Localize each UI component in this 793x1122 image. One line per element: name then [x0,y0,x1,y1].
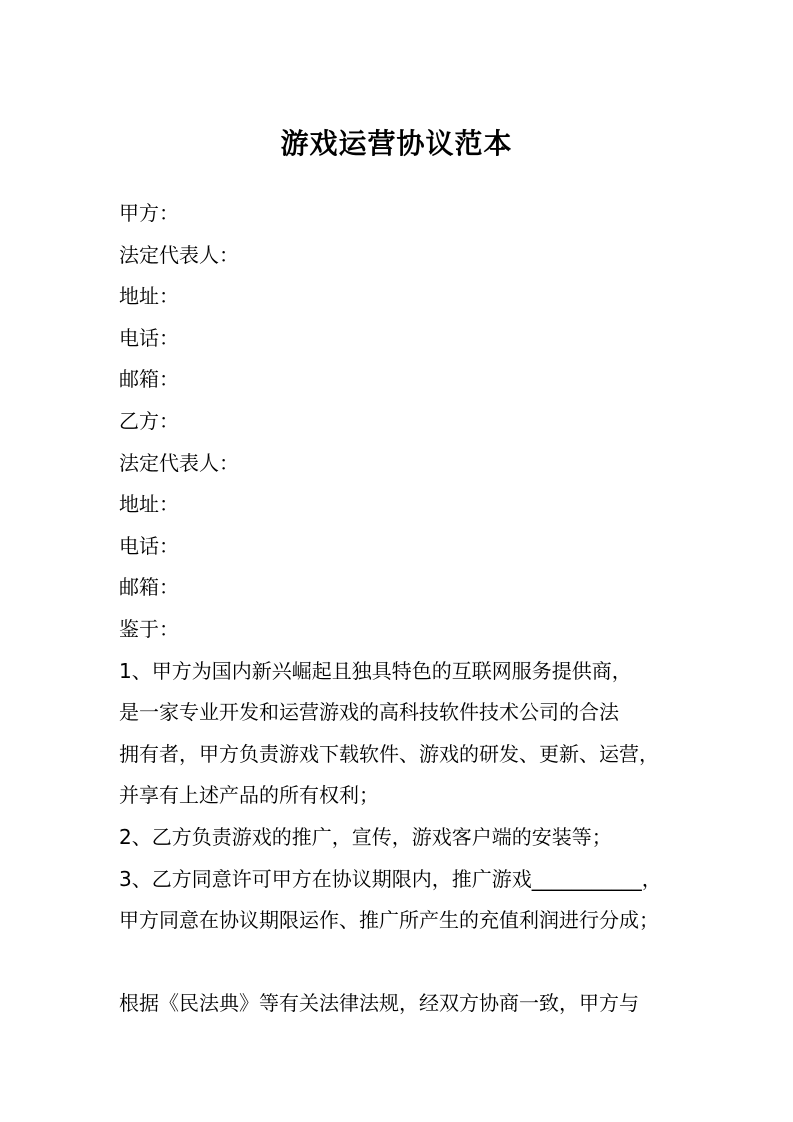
closing-line: 根据《民法典》等有关法律法规，经双方协商一致，甲方与 [119,991,639,1016]
document-body [119,193,689,1025]
recital-3-line: 3、乙方同意许可甲方在协议期限内，推广游戏___________， [119,866,662,891]
recital-1-line: 并享有上述产品的所有权利； [119,783,379,808]
recital-1-line: 是一家专业开发和运营游戏的高科技软件技术公司的合法 [119,700,619,725]
party-a-email: 邮箱： [119,367,179,392]
whereas-label: 鉴于： [119,616,179,641]
blank-line [119,942,689,984]
party-b-label: 乙方： [119,408,179,433]
party-b-address: 地址： [119,492,179,517]
document-title: 游戏运营协议范本 [280,127,513,160]
recital-3-line: 甲方同意在协议期限运作、推广所产生的充值利润进行分成； [119,908,659,933]
party-a-representative: 法定代表人： [119,242,239,267]
party-a-phone: 电话： [119,325,179,350]
party-b-phone: 电话： [119,533,179,558]
party-b-email: 邮箱： [119,575,179,600]
party-a-address: 地址： [119,284,179,309]
recital-1-line: 拥有者，甲方负责游戏下载软件、游戏的研发、更新、运营， [119,741,659,766]
recital-2: 2、乙方负责游戏的推广，宣传，游戏客户端的安装等； [119,824,612,849]
party-b-representative: 法定代表人： [119,450,239,475]
party-a-label: 甲方： [119,201,179,225]
recital-1-line: 1、甲方为国内新兴崛起且独具特色的互联网服务提供商， [119,658,632,683]
